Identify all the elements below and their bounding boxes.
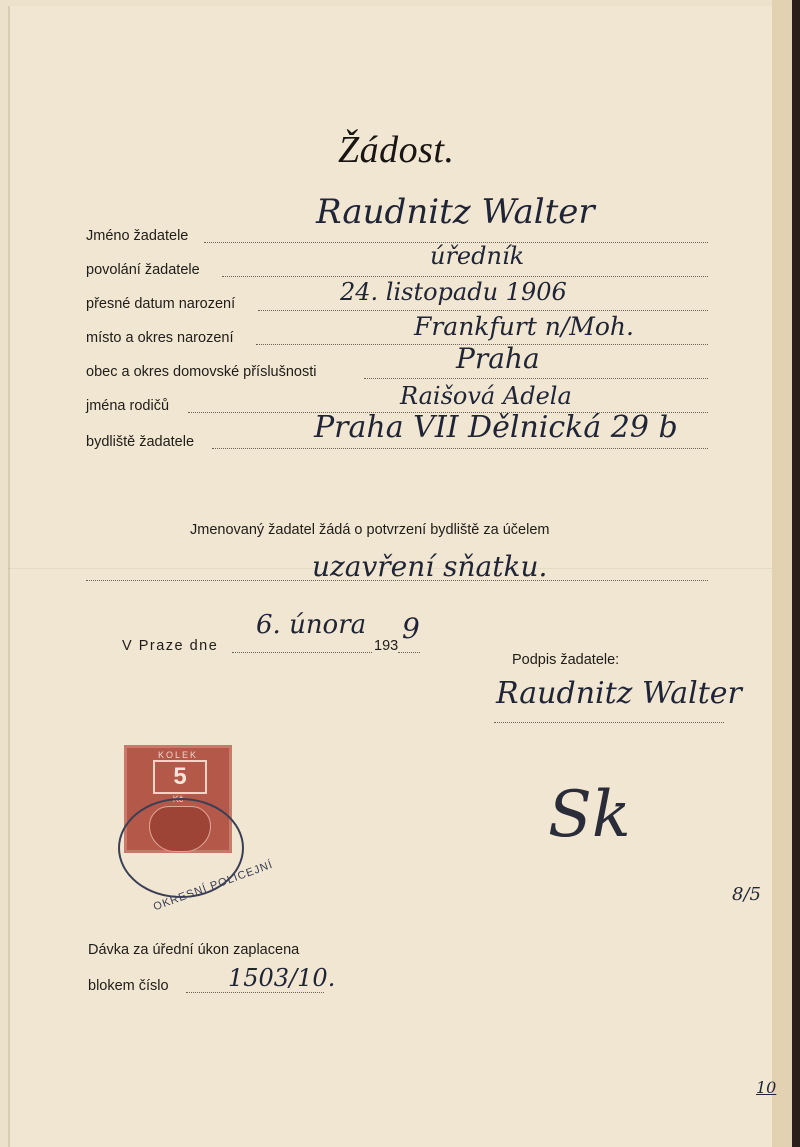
date-value: 6. února [256,610,367,640]
field-line [222,276,708,277]
fee-value: 1503/10. [228,964,336,992]
year-prefix: 193 [374,638,399,654]
field-value-occupation: úředník [430,242,525,270]
field-value-domicile: Praha [456,342,540,375]
applicant-signature: Raudnitz Walter [496,676,742,711]
document-title: Žádost. [338,129,455,171]
field-line [364,378,708,379]
field-line [212,448,708,449]
official-initials: Sk [548,778,631,852]
scan-border [792,0,800,1147]
date-line [232,652,372,653]
field-line [258,310,708,311]
field-label-occupation: povolání žadatele [86,262,200,278]
margin-note: 8/5 [732,884,761,905]
purpose-value: uzavření sňatku. [312,550,548,583]
field-value-birthplace: Frankfurt n/Moh. [414,312,634,341]
fee-line [186,992,324,993]
purpose-text: Jmenovaný žadatel žádá o potvrzení bydliště za účelem [190,522,550,538]
page-number: 10 [756,1078,777,1097]
field-label-residence: bydliště žadatele [86,434,195,450]
field-value-birthdate: 24. listopadu 1906 [340,278,567,306]
purpose-line [86,580,708,581]
field-label-birthdate: přesné datum narození [86,296,236,312]
place-label: V Praze dne [122,638,219,654]
fee-line-2: blokem číslo [88,978,169,994]
signature-label: Podpis žadatele: [512,652,620,668]
stamp-unit: Kč [172,794,184,804]
field-value-name: Raudnitz Walter [316,192,595,232]
field-label-birthplace: místo a okres narození [86,330,234,346]
field-value-parents: Raišová Adela [400,382,572,410]
stamp-value: 5 [153,760,207,794]
seal-text: OKRESNÍ POLICEJNÍ [151,858,275,914]
field-label-parents: jména rodičů [86,398,170,414]
field-label-domicile: obec a okres domovské příslušnosti [86,364,317,380]
fee-line-1: Dávka za úřední úkon zaplacena [88,942,300,958]
year-line [398,652,420,653]
signature-line [494,722,724,723]
year-digit: 9 [402,612,420,645]
field-label-name: Jméno žadatele [86,228,189,244]
stamp-country: KOLEK [157,750,198,760]
field-value-residence: Praha VII Dělnická 29 b [314,410,678,445]
